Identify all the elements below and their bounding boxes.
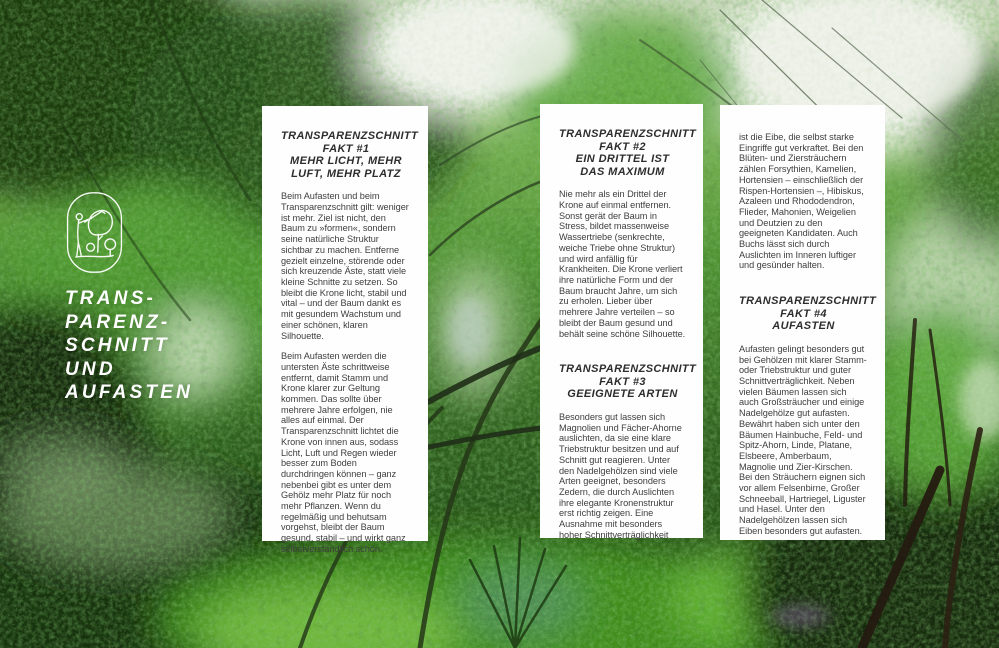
fact-heading-line: GEEIGNETE ARTEN xyxy=(567,388,678,401)
chapter-title-line: TRANS- xyxy=(65,288,156,309)
chapter-title-line: SCHNITT xyxy=(65,335,170,356)
fact-1-paragraph-1: Beim Aufasten und beim Transparenzschnitt gilt: weniger ist mehr. Ziel ist nicht, den Baum zu »formen«, sondern seine natürliche Struktur sichtbar zu machen. Entferne gezielt einzelne, störende oder sich kreuzende Äste, statt viele kleine Schnitte zu setzen. So bleibt die Krone licht, stabil und vital – und der Baum dankt es mit gesundem Wachstum und einer schönen, klaren Silhouette. xyxy=(281,191,409,341)
fact-3-paragraph: Besonders gut lassen sich Magnolien und Fächer-Ahorne auslichten, da sie eine klare Triebstruktur besitzen und auf Schnitt gut reagieren. Unter den Nadelgehölzen sind viele Arten geeignet, besonders Zedern, die durch Auslichten ihre elegante Kronenstruktur erst richtig zeigen. Eine Ausnahme mit besonders hoher Schnittverträglichkeit xyxy=(559,412,682,540)
fact-heading-line: LUFT, MEHR PLATZ xyxy=(291,167,401,180)
fact-1-paragraph-2: Beim Aufasten werden die untersten Äste schrittweise entfernt, damit Stamm und Krone klarer zur Geltung kommen. Das sollte über mehrere Jahre erfolgen, nie alles auf einmal. Der Transparenzschnitt lichtet die Krone von innen aus, sodass Licht, Luft und Regen wieder besser zum Boden durchdringen können – ganz nebenbei gibt es unter dem Gehölz mehr Platz für noch mehr Pflanzen. Wenn du regelmäßig und behutsam vorgehst, bleibt der Baum gesund, stabil – und wirkt ganz selbstverständlich schön. xyxy=(281,351,406,554)
fact-4-heading xyxy=(739,295,877,333)
fact-heading-line: AUFASTEN xyxy=(772,320,835,333)
fact-2-heading xyxy=(559,128,697,178)
fact-heading-line: DAS MAXIMUM xyxy=(580,165,665,178)
text-column-1 xyxy=(262,106,428,554)
fact-3-heading xyxy=(559,363,697,401)
fact-heading-line: FAKT #1 xyxy=(322,142,370,155)
fact-3-paragraph-continued: ist die Eibe, die selbst starke Eingriffe gut verkraftet. Bei den Blüten- und Ziersträuchern zählen Forsythien, Kamelien, Hortensien – einschließlich der Rispen-Hortensien –, Hibiskus, Azaleen und Rhododendron, Flieder, Mahonien, Weigelien und Deutzien zu den geeigneten Kandidaten. Auch Buchs lässt sich durch Auslichten im Inneren luftiger und gesünder halten. xyxy=(739,132,864,271)
fact-heading-line: FAKT #2 xyxy=(599,140,646,153)
fact-heading-line: TRANSPARENZSCHNITT xyxy=(739,295,877,308)
chapter-title-line: UND xyxy=(65,358,116,380)
fact-heading-line: TRANSPARENZSCHNITT xyxy=(559,363,697,376)
text-column-2 xyxy=(540,104,703,538)
fact-heading-line: TRANSPARENZSCHNITT xyxy=(281,130,419,142)
fact-heading-line: MEHR LICHT, MEHR xyxy=(290,155,402,168)
chapter-title-line: PARENZ- xyxy=(65,311,171,333)
fact-heading-line: EIN DRITTEL IST xyxy=(575,153,670,166)
fact-2-paragraph: Nie mehr als ein Drittel der Krone auf einmal entfernen. Sonst gerät der Baum in Stress, bildet massenweise Wassertriebe (senkrechte, weiche Triebe ohne Struktur) und wird anfällig für Krankheiten. Die Krone verliert ihre natürliche Form und der Baum braucht Jahre, um sich zu erholen. Lieber über mehrere Jahre verteilen – so bleibt der Baum gesund und behält seine schöne Silhouette. xyxy=(559,189,686,339)
chapter-title-line: AUFASTEN xyxy=(65,382,193,403)
fact-heading-line: FAKT #4 xyxy=(780,307,827,320)
chapter-title xyxy=(65,287,193,405)
fact-heading-line: FAKT #3 xyxy=(599,375,646,388)
purple-flower-patch xyxy=(770,606,830,626)
text-column-3 xyxy=(720,105,885,540)
gardener-pruning-tree-emblem-icon xyxy=(66,191,123,274)
fact-4-paragraph: Aufasten gelingt besonders gut bei Gehölzen mit klarer Stamm- oder Triebstruktur und guter Schnittverträglichkeit. Neben vielen Bäumen lassen sich auch Großsträucher und einige Nadelgehölze gut aufasten. Bewährt haben sich unter den Bäumen Hainbuche, Feld- und Spitz-Ahorn, Linde, Platane, Elsbeere, Amberbaum, Magnolie und Zier-Kirschen. Bei den Sträuchern eignen sich vor allem Felsenbirne, Großer Schneeball, Hartriegel, Liguster und Hasel. Unter den Nadelgehölzen lassen sich Eiben besonders gut aufasten. xyxy=(739,343,867,536)
fact-1-heading xyxy=(281,130,419,180)
fact-heading-line: TRANSPARENZSCHNITT xyxy=(559,128,697,140)
